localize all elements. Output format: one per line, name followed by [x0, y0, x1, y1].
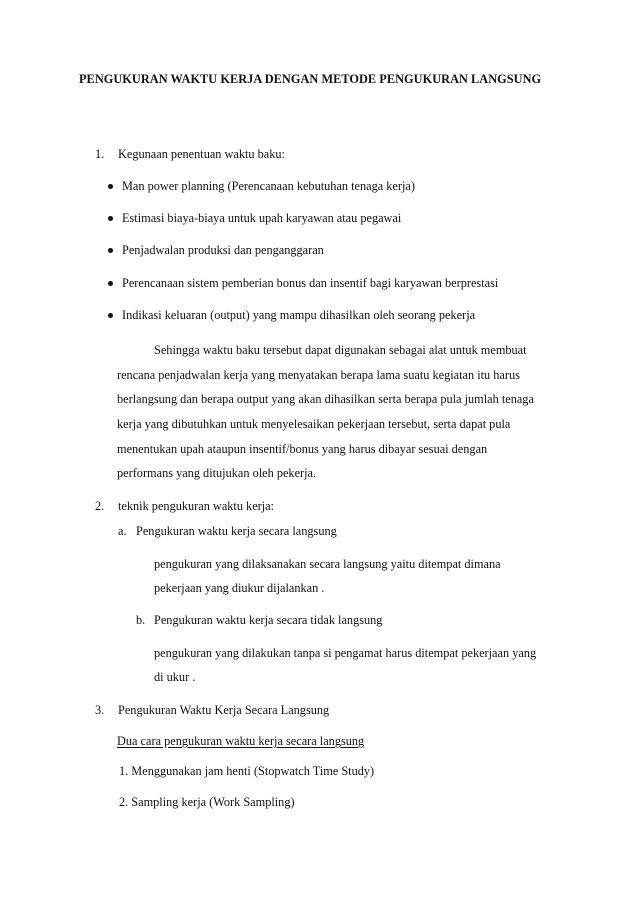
- section-1-number: 1.: [95, 147, 105, 161]
- paragraph-line-4: kerja yang dibutuhkan untuk menyelesaikan pekerjaan tersebut, serta dapat pula: [117, 417, 511, 431]
- bullet-icon: [108, 216, 113, 221]
- bullet-icon: [108, 248, 113, 253]
- document-title: PENGUKURAN WAKTU KERJA DENGAN METODE PENGUKURAN LANGSUNG: [79, 72, 542, 86]
- section-1-bullet-3: Penjadwalan produksi dan penganggaran: [122, 243, 324, 257]
- section-2b-label: b.: [136, 613, 146, 627]
- paragraph-line-5: menentukan upah ataupun insentif/bonus yang harus dibayar sesuai dengan: [117, 442, 488, 456]
- section-3-heading: Pengukuran Waktu Kerja Secara Langsung: [118, 703, 330, 717]
- section-2a-text-2: pekerjaan yang diukur dijalankan .: [154, 581, 325, 595]
- bullet-icon: [108, 184, 113, 189]
- paragraph-line-3: berlangsung dan berapa output yang akan dihasilkan serta berapa pula jumlah tenaga: [117, 392, 534, 406]
- section-2a-label: a.: [118, 524, 127, 538]
- bullet-icon: [108, 281, 113, 286]
- paragraph-line-6: performans yang ditujukan oleh pekerja.: [117, 466, 317, 480]
- section-3-item-1: 1. Menggunakan jam henti (Stopwatch Time Study): [119, 764, 375, 778]
- section-2a-heading: Pengukuran waktu kerja secara langsung: [136, 524, 337, 538]
- paragraph-line-2: rencana penjadwalan kerja yang menyatakan berapa lama suatu kegiatan itu harus: [117, 368, 520, 382]
- paragraph-line-1: Sehingga waktu baku tersebut dapat digunakan sebagai alat untuk membuat: [154, 343, 527, 357]
- section-2-number: 2.: [95, 499, 105, 513]
- section-2a-text-1: pengukuran yang dilaksanakan secara langsung yaitu ditempat dimana: [154, 557, 501, 571]
- section-2b-text-1: pengukuran yang dilakukan tanpa si pengamat harus ditempat pekerjaan yang: [154, 646, 537, 660]
- section-2b-heading: Pengukuran waktu kerja secara tidak langsung: [154, 613, 383, 627]
- section-3-item-2: 2. Sampling kerja (Work Sampling): [119, 795, 295, 809]
- section-1-bullet-1: Man power planning (Perencanaan kebutuhan tenaga kerja): [122, 179, 415, 193]
- section-3-number: 3.: [95, 703, 105, 717]
- bullet-icon: [108, 313, 113, 318]
- section-1-bullet-2: Estimasi biaya-biaya untuk upah karyawan atau pegawai: [122, 211, 402, 225]
- section-1-bullet-5: Indikasi keluaran (output) yang mampu dihasilkan oleh seorang pekerja: [122, 308, 476, 322]
- section-1-bullet-4: Perencanaan sistem pemberian bonus dan insentif bagi karyawan berprestasi: [122, 276, 499, 290]
- section-3-subheading: Dua cara pengukuran waktu kerja secara langsung: [117, 734, 365, 748]
- section-2-heading: teknik pengukuran waktu kerja:: [118, 499, 275, 513]
- section-1-heading: Kegunaan penentuan waktu baku:: [118, 147, 285, 161]
- section-2b-text-2: di ukur .: [154, 670, 196, 684]
